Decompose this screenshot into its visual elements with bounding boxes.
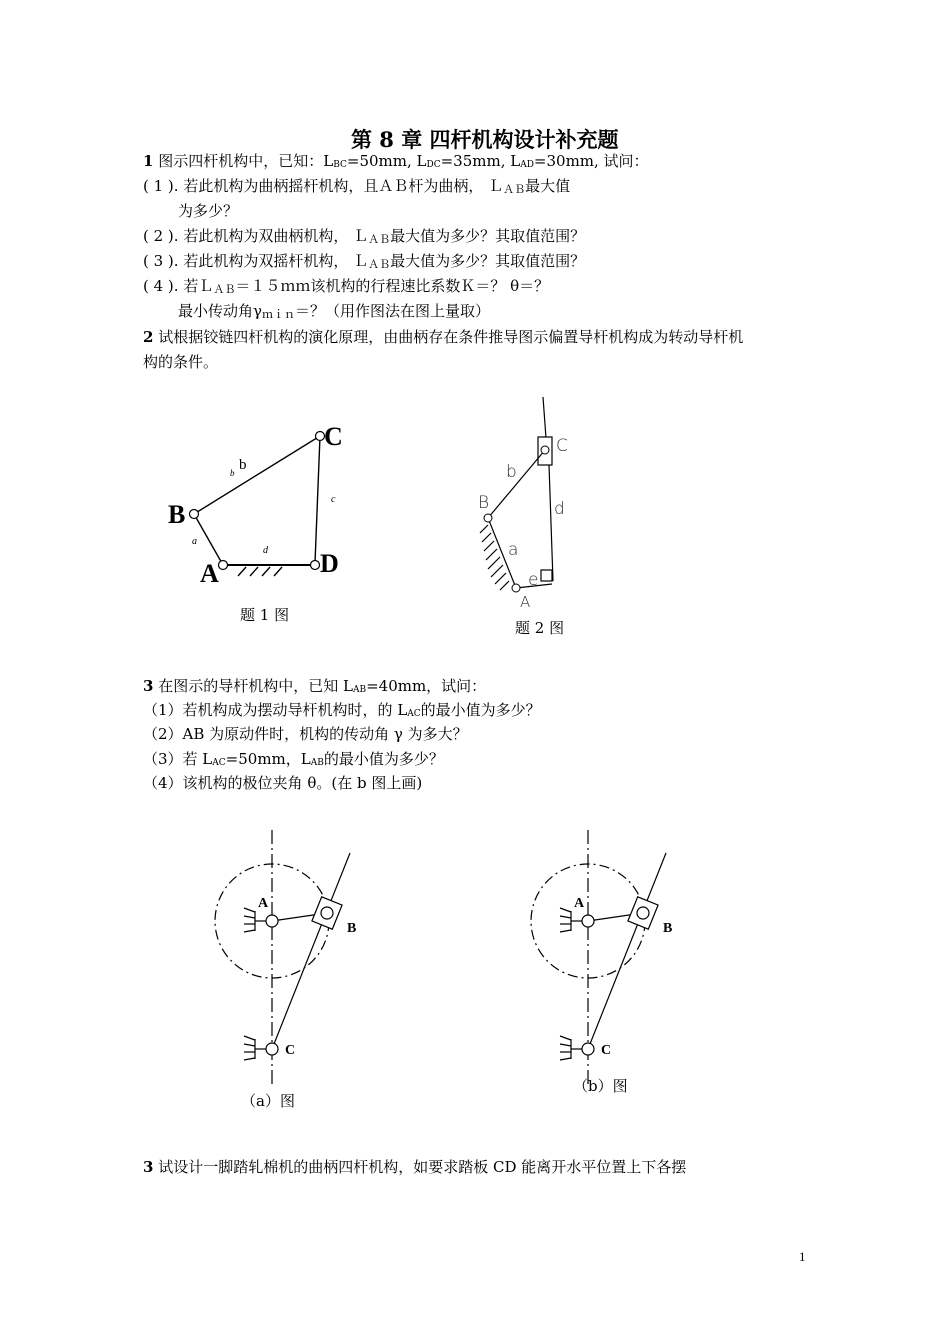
joint-c (266, 1043, 278, 1055)
guide-top (543, 397, 546, 438)
problem-1-q4: ( 4 ). 若ＬＡＢ＝１５ｍｍ该机构的行程速比系数Ｋ＝？ θ＝？ (143, 277, 550, 296)
hatch (244, 1044, 255, 1046)
joint-b (190, 510, 199, 519)
label-d: D (320, 549, 339, 578)
problem-number: 3 (143, 677, 154, 695)
hatch (560, 930, 571, 932)
problem-2-line2: 构的条件。 (143, 353, 219, 371)
label-a: A (258, 896, 269, 911)
problem-number: 1 (143, 152, 154, 170)
ground-hatch (495, 573, 506, 584)
page-number: 1 (799, 1249, 806, 1264)
ground-hatch (491, 565, 503, 577)
problem-3-q4: （4）该机构的极位夹角 θ。(在 b 图上画) (143, 774, 423, 792)
hatch (244, 908, 255, 912)
label-d-link: d (554, 499, 565, 519)
figure-2-caption: 题 2 图 (515, 619, 565, 637)
label-c: C (556, 436, 568, 456)
problem-2-line1: 2 试根据铰链四杆机构的演化原理，由曲柄存在条件推导图示偏置导杆机构成为转动导杆机 (143, 328, 744, 346)
problem-3-intro: 3 在图示的导杆机构中，已知 $L_{AB}=40mm$，试问： (143, 677, 487, 695)
hatch (244, 1058, 255, 1060)
hatch (244, 1036, 255, 1040)
guide-bar (272, 853, 350, 1049)
ground-hatch (484, 541, 494, 551)
guide-d (549, 465, 553, 581)
joint-c (541, 446, 549, 454)
label-c: C (285, 1043, 296, 1058)
link-cd (315, 436, 320, 563)
label-c-link: c (331, 494, 336, 505)
label-d-link: d (263, 545, 268, 556)
label-b-link: b (239, 457, 247, 473)
ground-hatch (500, 581, 509, 590)
figure-3b-caption: （b）图 (573, 1077, 628, 1095)
label-a: A (200, 559, 219, 588)
figure-3a-caption: （a）图 (241, 1092, 295, 1110)
label-a-link: a (508, 540, 519, 560)
ground-hatch (250, 567, 258, 576)
problem-1-intro: 1 图示四杆机构中，已知：$L_{BC}=50mm$, $L_{DC}=35mm$, $L_{AD}=30mm$, 试问： (143, 152, 649, 170)
link-ab (194, 514, 223, 565)
label-b: B (168, 500, 186, 529)
joint-c (582, 1043, 594, 1055)
figure-3a-guide-bar (210, 828, 380, 1088)
label-b-link: b (506, 462, 517, 482)
hatch (560, 1058, 571, 1060)
problem-3-q1: （1）若机构成为摆动导杆机构时，的 $L_{AC}$的最小值为多少？ (143, 701, 541, 719)
label-c: C (601, 1043, 612, 1058)
ground-hatch (238, 567, 246, 576)
label-a: A (574, 896, 585, 911)
figure-1-four-bar (160, 410, 380, 600)
hatch (560, 1044, 571, 1046)
joint-a (266, 915, 278, 927)
ground-hatch (480, 525, 488, 533)
label-c: C (324, 422, 343, 451)
problem-1-q2: ( 2 ). 若此机构为双曲柄机构， ＬＡＢ最大值为多少？其取值范围？ (143, 227, 586, 246)
hatch (244, 930, 255, 932)
hatch (560, 916, 571, 918)
joint-b (484, 514, 492, 522)
label-a: A (520, 593, 531, 611)
guide-bar (588, 853, 666, 1049)
figure-3b-guide-bar (526, 828, 696, 1088)
label-b-small: b (230, 468, 235, 478)
joint-b (637, 907, 649, 919)
ground-hatch (486, 549, 497, 560)
label-e-link: e (528, 570, 539, 590)
label-b: B (347, 921, 357, 936)
ground-hatch (482, 533, 491, 542)
joint-a (219, 561, 228, 570)
joint-d (311, 561, 320, 570)
ground-hatch (488, 557, 500, 569)
ground-hatch (262, 567, 270, 576)
label-b: B (663, 921, 673, 936)
figure-2-guide-bar (470, 395, 600, 615)
figure-1-caption: 题 1 图 (240, 606, 290, 624)
label-b: B (478, 493, 490, 513)
joint-a (512, 584, 520, 592)
right-angle-mark (541, 570, 552, 581)
hatch (560, 1036, 571, 1040)
link-b (488, 450, 545, 518)
problem-number: 2 (143, 328, 154, 346)
page-title: 第 8 章 四杆机构设计补充题 (351, 127, 619, 152)
problem-number: 3 (143, 1158, 154, 1176)
hatch (560, 908, 571, 912)
hatch (244, 916, 255, 918)
problem-1-q4-cont: 最小传动角γｍｉｎ＝？（用作图法在图上量取） (178, 302, 490, 321)
problem-1-q1-cont: 为多少？ (178, 202, 239, 220)
problem-3-q2: （2）AB 为原动件时，机构的传动角 γ 为多大？ (143, 725, 468, 743)
problem-1-q3: ( 3 ). 若此机构为双摇杆机构， ＬＡＢ最大值为多少？其取值范围？ (143, 252, 586, 271)
joint-a (582, 915, 594, 927)
link-bc (194, 436, 320, 514)
problem-3-q3: （3）若 $L_{AC}=50mm$，$L_{AB}$的最小值为多少？ (143, 750, 444, 768)
problem-1-q1: ( 1 ). 若此机构为曲柄摇杆机构，且ＡＢ杆为曲柄， ＬＡＢ最大值 (143, 177, 571, 196)
problem-4-text: 3 试设计一脚踏轧棉机的曲柄四杆机构，如要求踏板 CD 能离开水平位置上下各摆 (143, 1158, 687, 1176)
ground-hatch (274, 567, 282, 576)
joint-b (321, 907, 333, 919)
label-a-link: a (192, 536, 197, 547)
